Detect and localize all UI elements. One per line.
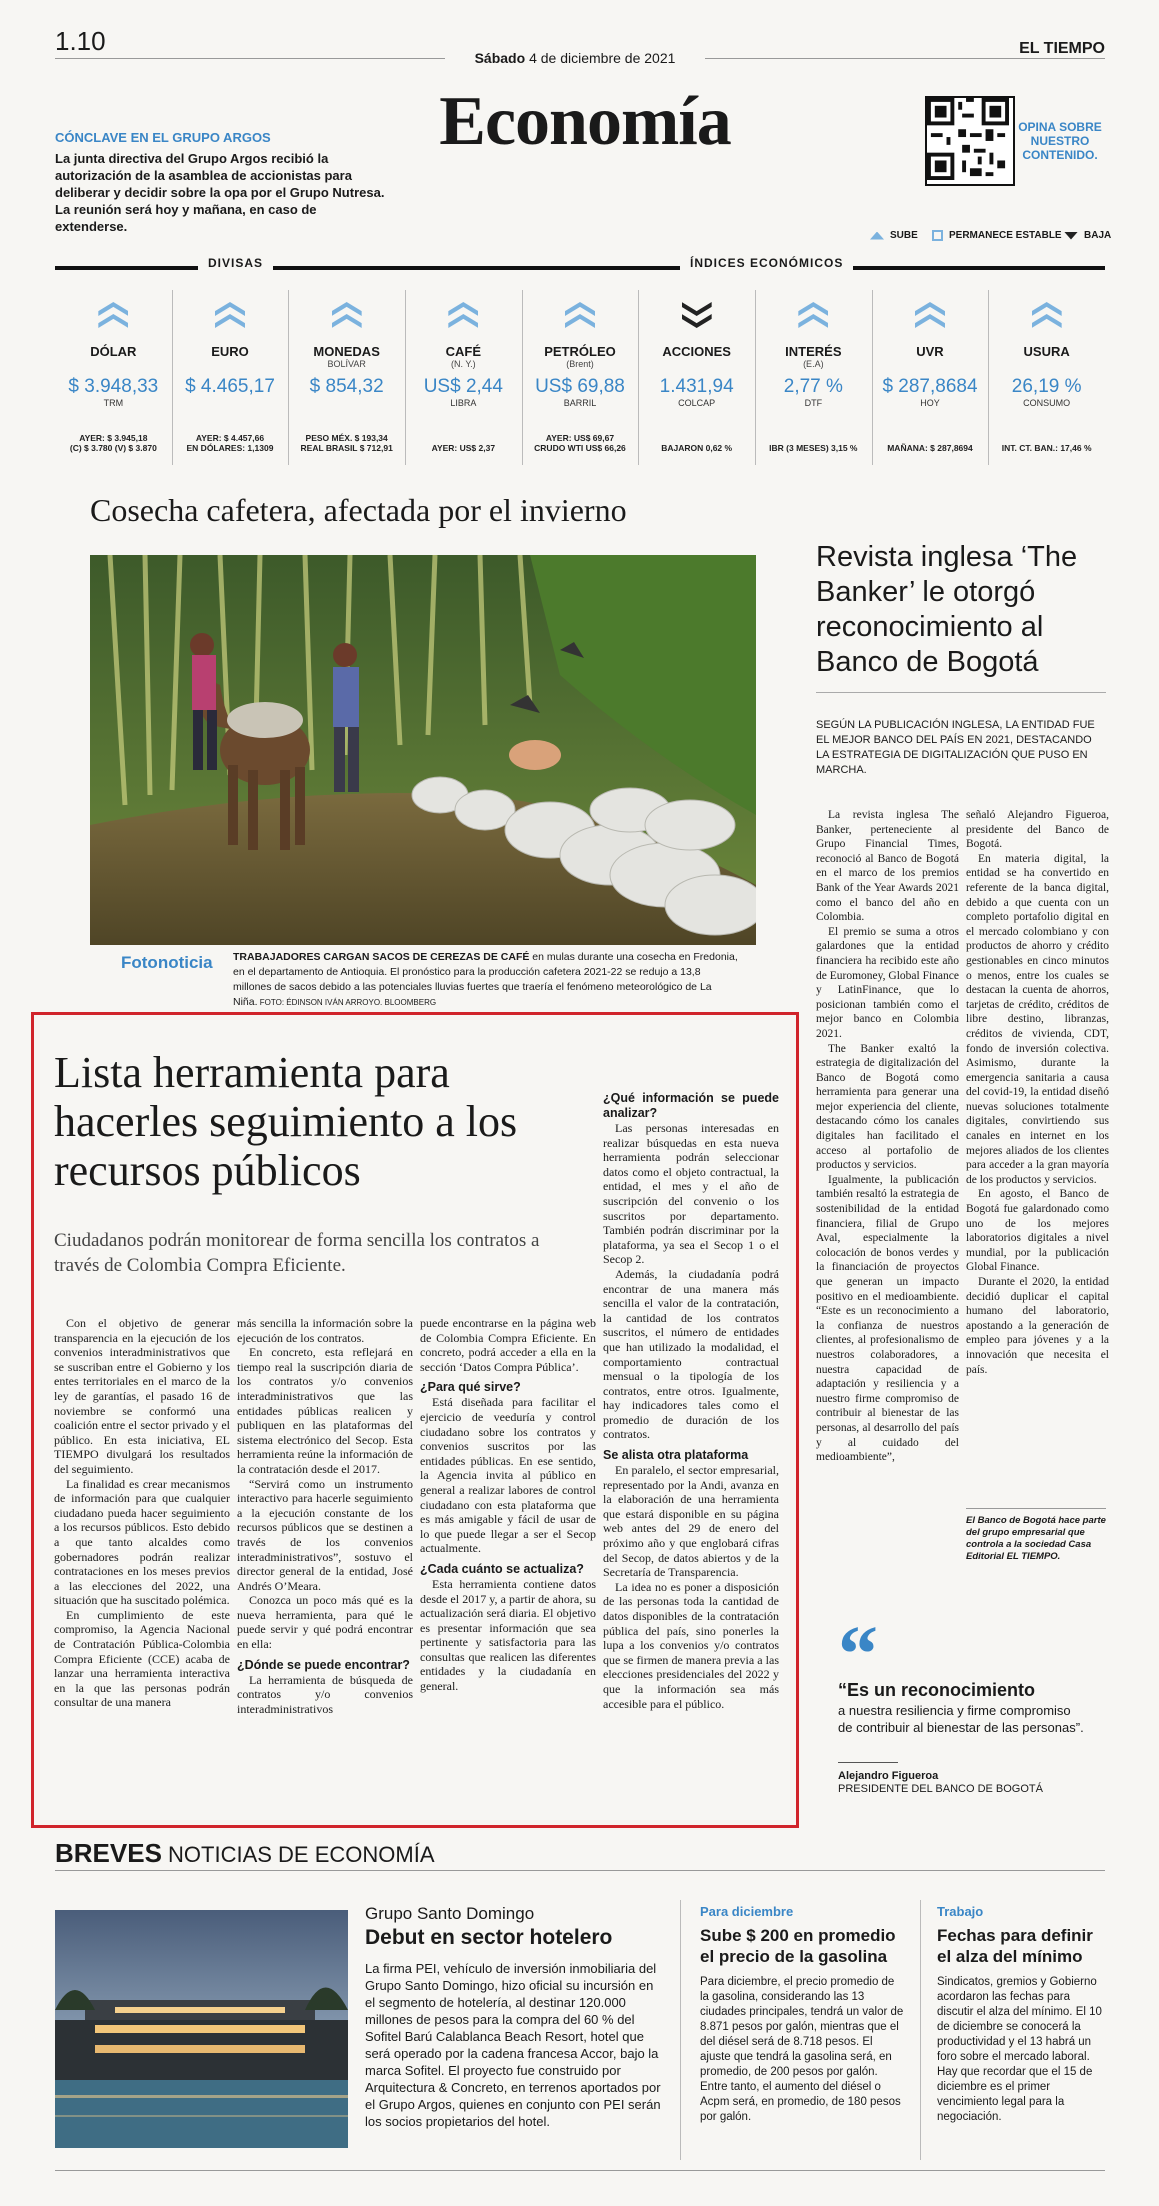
indicator-name: INTERÉS	[785, 344, 842, 359]
main-column-3	[420, 1316, 596, 1694]
indicator-note: MAÑANA: $ 287,8694	[887, 443, 973, 453]
breve-1-kicker: Grupo Santo Domingo	[365, 1904, 535, 1923]
indicator-name: USURA	[1023, 344, 1070, 359]
trend-up-icon	[98, 302, 128, 330]
main-paragraph: En cumplimiento de este compromiso, la Agencia Nacional de Contratación Pública-Colombia Compra Eficiente (CCE) acaba de lanzar una herramienta interactiva en la que las personas podrán consultar de una manera	[54, 1607, 230, 1710]
indicator-unit: TRM	[103, 398, 124, 408]
indicator-usura	[988, 290, 1105, 465]
main-paragraph: puede encontrarse en la página web de Colombia Compra Eficiente. En concreto, podrá acceder a ella en la sección ‘Datos Compra Pública’.	[420, 1316, 596, 1374]
main-paragraph: La herramienta de búsqueda de contratos y/o convenios interadministrativos	[237, 1672, 413, 1716]
indicator-unit: COLCAP	[678, 398, 716, 408]
hotel-photo	[55, 1910, 348, 2148]
main-paragraph: En concreto, esta reflejará en tiempo real la suscripción diaria de los contratos y/o convenios interadministrativos que las entidades públicas realicen y publiquen en las plataformas del sistema electrónico del Secop. Esta herramienta reúne la información de la contratación desde el 2017.	[237, 1345, 413, 1476]
main-column-4	[603, 1085, 779, 1711]
indicator-note: AYER: $ 4.457,66 EN DÓLARES: 1,1309	[186, 433, 274, 453]
quote-mark-icon: “	[838, 1611, 878, 1699]
indicator-note: PESO MÉX. $ 193,34 REAL BRASIL $ 712,91	[300, 433, 393, 453]
qr-caption: OPINA SOBRE NUESTRO CONTENIDO.	[1018, 120, 1102, 162]
qr-code-image	[927, 98, 1009, 180]
main-headline: Lista herramienta para hacerles seguimiento a los recursos públicos	[54, 1048, 518, 1195]
main-paragraph: En paralelo, el sector empresarial, representado por la Andi, avanza en la elaboración de una herramienta que estará disponible en su página web antes del 29 de enero del próximo año y que englobará cifras del Secop, de datos abiertos y de la Secretaría de Transparencia.	[603, 1463, 779, 1580]
issue-date	[445, 50, 705, 66]
banker-column-2	[966, 808, 1109, 1377]
banker-paragraph: En agosto, el Banco de Bogotá fue galardonado como uno de los mejores laboratorios digitales a nivel mundial, por la publicación Global Finance.	[966, 1188, 1109, 1274]
caption-lead: TRABAJADORES CARGAN SACOS DE CEREZAS DE CAFÉ	[233, 951, 530, 963]
trend-up-icon	[448, 302, 478, 330]
main-paragraph: Además, la ciudadanía podrá encontrar de una manera más sencilla el valor de la contratación, la cantidad de los contratos suscritos, el número de entidades que han utilizado la modalidad, el comportamiento contractual mensual o la tipología de los contratos, entre otros. Igualmente, hay indicadores tales como el promedio de duración de los contratos.	[603, 1266, 779, 1442]
indicators-strip	[55, 290, 1105, 465]
photo-caption	[233, 950, 738, 1010]
main-column-1	[54, 1316, 230, 1710]
main-paragraph: más sencilla la información sobre la ejecución de los contratos.	[237, 1316, 413, 1345]
indicator-sub: (N. Y.)	[450, 359, 476, 369]
main-paragraph: Las personas interesadas en realizar búsquedas en esta nueva herramienta podrán seleccionar datos como el objeto contractual, la entidad, el mes y el año de suscripción del convenio o los suscritos por departamento. También podrán discriminar por la plataforma, ya sea el Secop 1 o el Secop 2.	[603, 1121, 779, 1267]
legend-up	[870, 230, 918, 241]
quote-author: Alejandro Figueroa	[838, 1770, 939, 1782]
disclosure-note: El Banco de Bogotá hace parte del grupo empresarial que controla a la sociedad Casa Editorial EL TIEMPO.	[966, 1508, 1106, 1563]
indicator-monedas	[288, 290, 406, 465]
breve-2-text: Para diciembre, el precio promedio de la gasolina, considerando las 13 ciudades principales, tendrá un valor de 8.871 pesos por galón, mientras que el del diésel será de 8.718 pesos. El ajuste que tendrá la gasolina será, en promedio, de 200 pesos por galón. Entre tanto, el aumento del diésel o Acpm será, en promedio, de 180 pesos por galón.	[700, 1976, 904, 2123]
breves-title-bold: BREVES	[55, 1838, 162, 1868]
indicator-note: INT. CT. BAN.: 17,46 %	[1001, 443, 1092, 453]
indicator-note: AYER: US$ 69,67 CRUDO WTI US$ 66,26	[534, 433, 626, 453]
issue-date-day: Sábado	[474, 50, 526, 66]
issue-date-rest: 4 de diciembre de 2021	[529, 50, 676, 66]
indicator-sub	[638, 359, 755, 370]
breve-1-text: La firma PEI, vehículo de inversión inmobiliaria del Grupo Santo Domingo, hizo oficial su incursión en el segmento de hotelería, al destinar 120.000 millones de pesos para la compra del 60 % del Sofitel Barú Calablanca Beach Resort, hotel que será operado por la cadena francesa Accor, bajo la marca Sofitel. El proyecto fue construido por Arquitectura & Concreto, en terrenos aportados por el Grupo Argos, quienes en conjunto con PEI serán los socios propietarios del hotel.	[365, 1961, 661, 2129]
banker-paragraph: La revista inglesa The Banker, perteneciente al Grupo Financial Times, reconoció al Banco de Bogotá en el marco de los premios Bank of the Year Awards 2021 como el banco del año en Colombia.	[816, 809, 959, 924]
indicator-note: IBR (3 MESES) 3,15 %	[769, 443, 858, 453]
indicator-value: $ 854,32	[309, 376, 384, 397]
coffee-photo-image	[90, 555, 756, 945]
indicator-note: BAJARON 0,62 %	[661, 443, 733, 453]
conclave-kicker: CÓNCLAVE EN EL GRUPO ARGOS	[55, 130, 271, 145]
trend-up-icon	[798, 302, 828, 330]
trend-up-icon	[1032, 302, 1062, 330]
legend-stable-label: PERMANECE ESTABLE	[949, 230, 1062, 241]
main-paragraph: Está diseñada para facilitar el ejercicio de veeduría y control ciudadano sobre los contratos y convenios suscritos por las entidades públicas. En ese sentido, la Agencia invita al público en general a realizar labores de control ciudadano con esta plataforma que es más amigable y fácil de usar de lo que puede llegar a ser el Secop actualmente.	[420, 1395, 596, 1556]
section-title: Economía	[439, 83, 731, 160]
indicator-unit: DTF	[804, 398, 823, 408]
legend-stable	[932, 230, 1062, 241]
indicator-unit: CONSUMO	[1023, 398, 1071, 408]
trend-up-icon	[915, 302, 945, 330]
indicator-name: ACCIONES	[662, 344, 731, 359]
indices-label: ÍNDICES ECONÓMICOS	[680, 256, 853, 270]
indicator-value: $ 287,8684	[882, 376, 978, 397]
legend-up-label: SUBE	[890, 230, 918, 241]
banker-rule	[816, 692, 1106, 693]
qr-code[interactable]	[925, 96, 1015, 186]
page-number: 1.10	[55, 26, 106, 56]
indicator-sub	[172, 359, 289, 370]
coffee-harvest-photo	[90, 555, 756, 945]
main-paragraph: Con el objetivo de generar transparencia en la ejecución de los convenios interadministrativos que se suscriban entre el Gobierno y los entes territoriales en el marco de la ley de garantías, el pasado 16 de noviembre se conformó una coalición entre el sector privado y el público. En esta iniciativa, EL TIEMPO divulgará los resultados del seguimiento.	[54, 1316, 230, 1476]
breve-3-kicker: Trabajo	[937, 1904, 984, 1919]
indicator-petróleo	[522, 290, 640, 465]
breve-3	[937, 1904, 1105, 2125]
breve-2	[700, 1904, 905, 2125]
indicator-sub: BOLÍVAR	[327, 359, 366, 369]
banker-paragraph: En materia digital, la entidad se ha convertido en referente de la banca digital, debido a que cuenta con un completo portafolio digital en el mercado colombiano y con productos de ahorro y crédito gestionables en cinco minutos o menos, entre los cuales se destacan la cuenta de ahorros, tarjetas de crédito, créditos de libre destino, libranzas, créditos de vivienda, CDT, fondo de inversión colectiva. Asimismo, durante la emergencia sanitaria a causa del covid-19, la entidad diseñó nuevas soluciones totalmente digitales, convirtiendo sus canales en internet en los mejores aliados de los clientes para acceder a la gran mayoría de los productos y servicios.	[966, 852, 1109, 1186]
banker-paragraph: señaló Alejandro Figueroa, presidente del Banco de Bogotá.	[966, 809, 1109, 851]
legend-down	[1064, 230, 1111, 241]
indicator-sub	[988, 359, 1105, 370]
main-paragraph: Conozca un poco más qué es la nueva herramienta, para qué le puede servir y qué podrá encontrar en ella:	[237, 1593, 413, 1652]
indicator-value: $ 4.465,17	[185, 376, 275, 397]
indicator-value: US$ 2,44	[423, 376, 503, 397]
divisas-label: DIVISAS	[198, 256, 273, 270]
legend-down-label: BAJA	[1084, 230, 1112, 241]
quote-rule	[838, 1762, 898, 1763]
caption-body: en mulas durante una cosecha en Fredonia, en el departamento de Antioquia. El pronóstico para la producción cafetera 2021-22 se redujo a 13,8 millones de sacos debido a las potenciales lluvias fuertes que traería el fenómeno meteorológico de La Niña.	[233, 951, 738, 1008]
pull-quote	[838, 1678, 1088, 1736]
indicator-name: DÓLAR	[90, 344, 137, 359]
breve-3-text: Sindicatos, gremios y Gobierno acordaron las fechas para discutir el alza del mínimo. El 10 de diciembre se conocerá la productividad y el 13 habrá un foro sobre el mercado laboral. Hay que recordar que el 15 de diciembre es el primer vencimiento legal para la negociación.	[937, 1976, 1102, 2123]
banker-paragraph: Durante el 2020, la entidad decidió duplicar el capital humano del laboratorio, apostando a la generación de empleo para jóvenes y a la innovación que necesita el país.	[966, 1276, 1109, 1376]
main-paragraph: La idea no es poner a disposición de las personas toda la cantidad de datos disponibles de la contratación pública del país, sino ponerles la lupa a los convenios y/o contratos que se firmen de manera previa a las elecciones presidenciales del 2022 y que la información sea más accesible para el público.	[603, 1579, 779, 1711]
breves-title	[55, 1838, 435, 1869]
banker-summary: SEGÚN LA PUBLICACIÓN INGLESA, LA ENTIDAD FUE EL MEJOR BANCO DEL PAÍS EN 2021, DESTACANDO LA ESTRATEGIA DE DIGITALIZACIÓN QUE PUSO EN MARCHA.	[816, 719, 1095, 776]
indicator-café	[405, 290, 523, 465]
indicator-dólar	[55, 290, 173, 465]
question-heading: ¿Cada cuánto se actualiza?	[420, 1561, 584, 1576]
breve-1-headline: Debut en sector hotelero	[365, 1926, 613, 1949]
indicator-uvr	[872, 290, 990, 465]
up-arrow-icon	[870, 232, 884, 240]
indicator-note: AYER: $ 3.945,18 (C) $ 3.780 (V) $ 3.870	[69, 433, 157, 453]
main-column-2	[237, 1316, 413, 1716]
question-heading: Se alista otra plataforma	[603, 1448, 749, 1463]
breves-divider	[680, 1900, 681, 2160]
indicator-sub: (E.A)	[803, 359, 824, 369]
quote-role: PRESIDENTE DEL BANCO DE BOGOTÁ	[838, 1783, 1043, 1795]
main-paragraph: Esta herramienta contiene datos desde el 2017 y, a partir de ahora, su actualización será diaria. El objetivo es presentar información que sea pertinente y satisfactoria para las consultas que realicen las diferentes entidades y la ciudadanía en general.	[420, 1576, 596, 1694]
question-heading: ¿Qué información se puede analizar?	[603, 1091, 779, 1120]
coffee-headline: Cosecha cafetera, afectada por el invierno	[90, 492, 627, 528]
indicator-euro	[172, 290, 290, 465]
breves-title-rest: NOTICIAS DE ECONOMÍA	[161, 1842, 435, 1867]
trend-down-icon	[682, 302, 712, 330]
pull-quote-lead: “Es un reconocimiento	[838, 1680, 1036, 1700]
indicator-value: US$ 69,88	[535, 376, 625, 397]
trend-up-icon	[565, 302, 595, 330]
indicator-value: 2,77 %	[783, 376, 843, 397]
question-heading: ¿Para qué sirve?	[420, 1380, 521, 1395]
indicator-sub	[872, 359, 989, 370]
indicator-sub	[55, 359, 172, 370]
main-paragraph: La finalidad es crear mecanismos de información para que cualquier ciudadano pueda hacer seguimiento a los recursos públicos. Esto debido a que tanto alcaldes como gobernadores podrán realizar contrataciones en los meses previos a las elecciones del 2022, una situación que ha suscitado polémica.	[54, 1476, 230, 1608]
hotel-photo-image	[55, 1910, 348, 2148]
quote-attribution	[838, 1770, 1043, 1796]
trend-up-icon	[332, 302, 362, 330]
main-subhead: Ciudadanos podrán monitorear de forma sencilla los contratos a través de Colombia Compra Eficiente.	[54, 1230, 540, 1276]
photo-label: Fotonoticia	[121, 953, 213, 972]
banker-paragraph: The Banker exaltó la estrategia de digitalización del Banco de Bogotá como herramienta para generar una mejor experiencia del cliente, destacando cómo los canales digitales han facilitado el acceso al portafolio de productos y servicios.	[816, 1042, 959, 1172]
indicator-unit: BARRIL	[563, 398, 597, 408]
banker-column-1	[816, 808, 959, 1465]
indicator-name: MONEDAS	[313, 344, 380, 359]
indicator-value: 26,19 %	[1011, 376, 1082, 397]
trend-up-icon	[215, 302, 245, 330]
brand-name: EL TIEMPO	[1019, 40, 1105, 57]
breves-rule	[55, 1870, 1105, 1871]
breve-2-kicker: Para diciembre	[700, 1904, 794, 1919]
indicator-acciones	[638, 290, 756, 465]
down-arrow-icon	[1064, 232, 1078, 240]
indicator-name: EURO	[211, 344, 249, 359]
indicator-value: $ 3.948,33	[68, 376, 159, 397]
caption-credit: FOTO: ÉDINSON IVÁN ARROYO. BLOOMBERG	[257, 998, 437, 1007]
breves-divider	[920, 1900, 921, 2160]
indicator-unit: HOY	[920, 398, 940, 408]
indicator-unit: LIBRA	[450, 398, 477, 408]
conclave-text: La junta directiva del Grupo Argos recibió la autorización de la asamblea de accionistas para deliberar y decidir sobre la opa por el Grupo Nutresa. La reunión será hoy y mañana, en caso de extenderse.	[55, 151, 385, 234]
stable-square-icon	[932, 230, 943, 241]
breve-2-headline: Sube $ 200 en promedio el precio de la gasolina	[700, 1926, 896, 1966]
indicator-name: PETRÓLEO	[544, 344, 616, 359]
indicator-value: 1.431,94	[659, 376, 734, 397]
indicator-name: CAFÉ	[445, 344, 482, 359]
banker-paragraph: Igualmente, la publicación también resaltó la estrategia de sostenibilidad de la entidad financiera, filial de Grupo Aval, especialmente la colocación de bonos verdes y la financiación de proyectos que generan un impacto positivo en el medioambiente. “Este es un reconocimiento a la confianza de nuestros clientes, al profesionalismo de nuestros colaboradores, a nuestra capacidad de adaptación y resiliencia y a nuestro firme compromiso de contribuir al bienestar de las personas, al desarrollo del país y al cuidado del medioambiente”,	[816, 1173, 959, 1464]
indicator-sub: (Brent)	[566, 359, 594, 369]
footer-rule	[55, 2170, 1105, 2171]
banker-paragraph: El premio se suma a otros galardones que la entidad financiera ha recibido este año de Euromoney, Global Finance y LatinFinance, que lo posicionan también como el mejor banco en Colombia 2021.	[816, 925, 959, 1040]
banker-headline: Revista inglesa ‘The Banker’ le otorgó reconocimiento al Banco de Bogotá	[816, 541, 1078, 678]
indicator-note: AYER: US$ 2,37	[431, 443, 496, 453]
main-paragraph: “Servirá como un instrumento interactivo para hacerle seguimiento a la ejecución constante de los recursos públicos que se destinen a través de los convenios interadministrativos”, sostuvo el director general de la entidad, José Andrés O’Meara.	[237, 1476, 413, 1593]
indicator-name: UVR	[916, 344, 944, 359]
breve-3-headline: Fechas para definir el alza del mínimo	[937, 1926, 1093, 1966]
indicator-interés	[755, 290, 873, 465]
question-heading: ¿Dónde se puede encontrar?	[237, 1657, 410, 1672]
pull-quote-rest: a nuestra resiliencia y firme compromiso de contribuir al bienestar de las personas”.	[838, 1703, 1084, 1735]
